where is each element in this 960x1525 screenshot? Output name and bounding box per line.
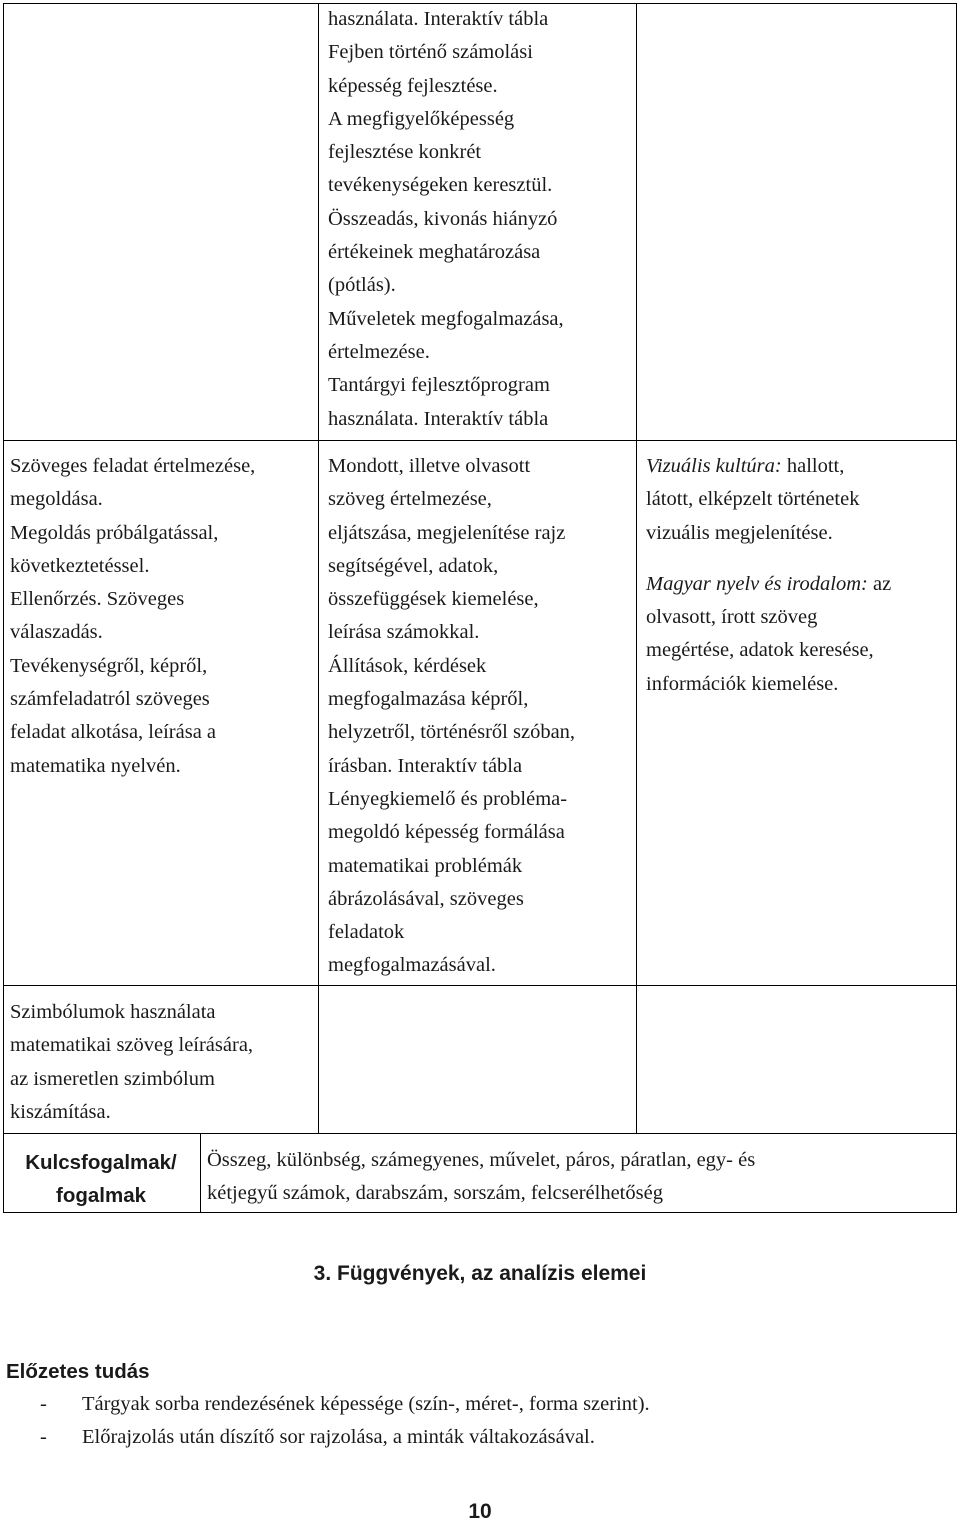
table-border-left xyxy=(3,3,4,1213)
section-title: 3. Függvények, az analízis elemei xyxy=(313,1262,647,1285)
text-line: írásban. Interaktív tábla xyxy=(328,754,523,777)
key-concepts-label xyxy=(4,1146,198,1212)
row2-activities-cell xyxy=(328,450,575,983)
bullet: - xyxy=(40,1393,47,1415)
key-concepts-divider xyxy=(200,1133,201,1213)
text-line: használata. Interaktív tábla xyxy=(328,407,549,430)
text-line: Megoldás próbálgatással, xyxy=(10,521,219,544)
text-line: értelmezése. xyxy=(328,340,430,363)
text-line: A megfigyelőképesség xyxy=(328,107,515,130)
text-line: Szöveges feladat értelmezése, xyxy=(10,455,256,477)
text-line: megértése, adatok keresése, xyxy=(646,639,874,662)
text-line: feladat alkotása, leírása a xyxy=(10,721,217,744)
row3-topic-cell xyxy=(10,996,253,1129)
text-line: eljátszása, megjelenítése rajz xyxy=(328,521,566,544)
text-line: megoldása. xyxy=(10,488,103,511)
text-line: Tevékenységről, képről, xyxy=(10,654,208,677)
row-divider-2 xyxy=(3,985,957,986)
list-item-text: Tárgyak sorba rendezésének képessége (szín-, méret-, forma szerint). xyxy=(82,1393,650,1415)
text-line: (pótlás). xyxy=(328,274,396,297)
row-divider-1 xyxy=(3,440,957,441)
text-line: következtetéssel. xyxy=(10,554,150,577)
label-line: Kulcsfogalmak/ xyxy=(25,1151,177,1174)
text-line: megfogalmazásával. xyxy=(328,954,496,977)
row-divider-3 xyxy=(3,1133,957,1134)
text-line: információk kiemelése. xyxy=(646,672,839,695)
list-item-text: Előrajzolás után díszítő sor rajzolása, a minták váltakozásával. xyxy=(82,1426,595,1448)
text-line: szöveg értelmezése, xyxy=(328,488,492,511)
page-number: 10 xyxy=(468,1500,492,1523)
label-line: fogalmak xyxy=(56,1184,146,1207)
text-line: Mondott, illetve olvasott xyxy=(328,455,531,477)
text-line: leírása számokkal. xyxy=(328,621,480,644)
text-line: használata. Interaktív tábla xyxy=(328,8,549,30)
text-line: segítségével, adatok, xyxy=(328,554,499,577)
text-line: Lényegkiemelő és probléma- xyxy=(328,787,568,810)
subject-name: Vizuális kultúra: xyxy=(646,455,782,477)
list-item xyxy=(6,1421,650,1454)
prior-knowledge xyxy=(6,1355,650,1454)
text-line: helyzetről, történésről szóban, xyxy=(328,721,576,744)
text-line: Műveletek megfogalmazása, xyxy=(328,307,564,330)
text-line: kétjegyű számok, darabszám, sorszám, felcserélhetőség xyxy=(207,1182,663,1205)
text-line: matematikai szöveg leírására, xyxy=(10,1034,254,1057)
text-line: Állítások, kérdések xyxy=(328,654,487,677)
text-line: Tantárgyi fejlesztőprogram xyxy=(328,374,550,397)
text-span: hallott, xyxy=(781,455,845,477)
key-concepts-text xyxy=(207,1144,755,1211)
table-border-right xyxy=(956,3,957,1213)
text-line: Összeadás, kivonás hiányzó xyxy=(328,207,558,230)
text-line: az ismeretlen szimbólum xyxy=(10,1067,215,1090)
text-line: tevékenységeken keresztül. xyxy=(328,174,553,197)
text-line: Ellenőrzés. Szöveges xyxy=(10,588,185,611)
text-line: ábrázolásával, szöveges xyxy=(328,887,524,910)
text-line: vizuális megjelenítése. xyxy=(646,521,833,544)
text-line: kiszámítása. xyxy=(10,1100,111,1123)
bullet: - xyxy=(40,1426,47,1448)
text-line: feladatok xyxy=(328,921,405,944)
text-line: megoldó képesség formálása xyxy=(328,821,565,844)
text-line: összefüggések kiemelése, xyxy=(328,588,539,611)
subject-name: Magyar nyelv és irodalom: xyxy=(646,572,868,595)
text-line: megfogalmazása képről, xyxy=(328,688,529,711)
prior-knowledge-heading: Előzetes tudás xyxy=(6,1360,150,1383)
text-line: Összeg, különbség, számegyenes, művelet, páros, páratlan, egy- és xyxy=(207,1149,756,1171)
table-border-bottom xyxy=(3,1212,957,1213)
text-line: válaszadás. xyxy=(10,621,103,644)
text-span: az xyxy=(867,572,892,595)
text-line: matematika nyelvén. xyxy=(10,754,181,777)
col-divider-1 xyxy=(318,3,319,1133)
text-line: képesség fejlesztése. xyxy=(328,74,498,97)
text-line: matematikai problémák xyxy=(328,854,523,877)
row2-topic-cell xyxy=(10,450,255,783)
paragraph-gap xyxy=(646,550,891,568)
row1-activities-cell xyxy=(328,3,564,436)
col-divider-2 xyxy=(636,3,637,1133)
text-line: számfeladatról szöveges xyxy=(10,688,210,711)
text-line: olvasott, írott szöveg xyxy=(646,606,818,629)
text-line: látott, elképzelt történetek xyxy=(646,488,860,511)
text-line: értékeinek meghatározása xyxy=(328,241,541,264)
visual-culture-line xyxy=(646,450,891,483)
literature-line xyxy=(646,568,891,601)
row2-connections-cell xyxy=(646,450,891,701)
text-line: fejlesztése konkrét xyxy=(328,141,482,164)
text-line: Szimbólumok használata xyxy=(10,1001,216,1023)
text-line: Fejben történő számolási xyxy=(328,41,533,64)
list-item xyxy=(6,1388,650,1421)
